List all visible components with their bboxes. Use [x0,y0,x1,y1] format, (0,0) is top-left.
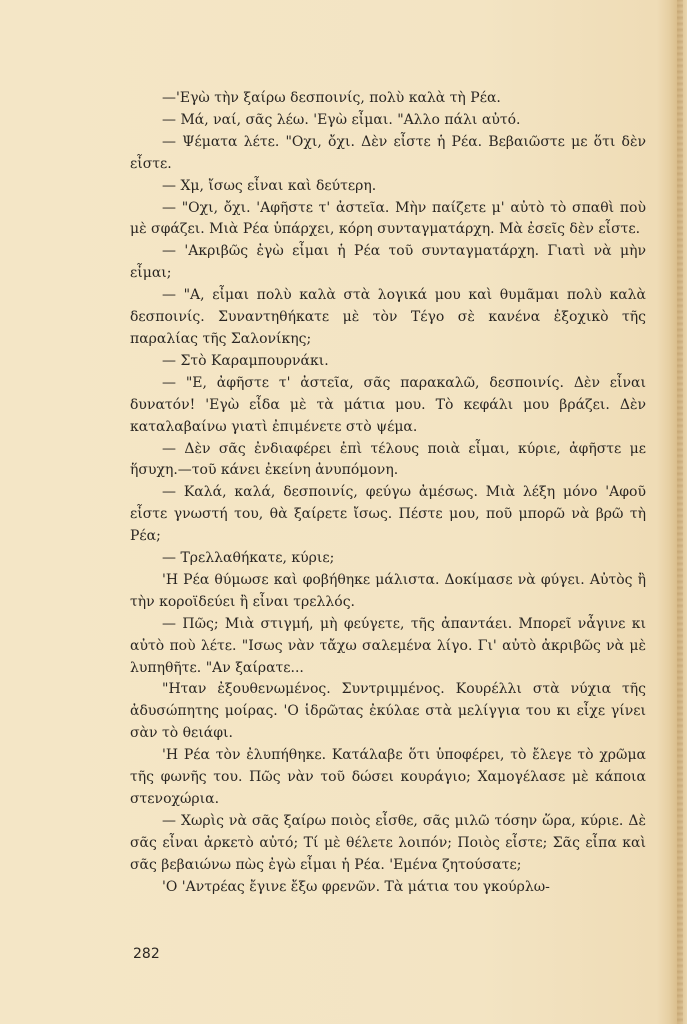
paragraph: — Δὲν σᾶς ἐνδιαφέρει ἐπὶ τέλους ποιὰ εἶμαι, κύριε, ἀφῆστε με ἥσυχη.—τοῦ κάνει ἐκείνη ἀνυπόμονη. [130,440,646,479]
paragraph: — Στὸ Καραμπουρνάκι. [162,352,329,369]
paragraph: — 'Ακριβῶς ἐγὼ εἶμαι ἡ Ρέα τοῦ συνταγματάρχη. Γιατὶ νὰ μὴν εἶμαι; [130,243,646,282]
paragraph: — Χωρὶς νὰ σᾶς ξαίρω ποιὸς εἶσθε, σᾶς μιλῶ τόσην ὥρα, κύριε. Δὲ σᾶς εἶναι ἀρκετὸ αὐτό; Τί μὲ θέλετε λοιπόν; Ποιὸς εἶστε; Σᾶς εἶπα καὶ σᾶς βεβαιώνω πὼς ἐγὼ εἶμαι ἡ Ρέα. 'Εμένα ζητούσατε; [130,812,646,873]
paragraph: "Ηταν ἐξουθενωμένος. Συντριμμένος. Κουρέλλι στὰ νύχια τῆς ἀδυσώπητης μοίρας. 'Ο ἱδρῶτας ἐκύλαε στὰ μελίγγια του κι εἶχε γίνει σὰν τὸ θειάφι. [130,681,646,742]
paragraph: — "Α, εἶμαι πολὺ καλὰ στὰ λογικά μου καὶ θυμᾶμαι πολὺ καλὰ δεσποινίς. Συναντηθήκατε μὲ τὸν Τέγο σὲ κανένα ἐξοχικὸ τῆς παραλίας τῆς Σαλονίκης; [130,287,646,347]
page-number: 282 [133,946,160,962]
paragraph: — "Ε, ἀφῆστε τ' ἀστεῖα, σᾶς παρακαλῶ, δεσποινίς. Δὲν εἶναι δυνατόν! 'Εγὼ εἶδα μὲ τὰ μάτια μου. Τὸ κεφάλι μου βράζει. Δὲν καταλαβαίνω γιατὶ ἐπιμένετε στὸ ψέμα. [130,374,646,435]
body-text [130,88,646,899]
paragraph: 'Ο 'Αντρέας ἔγινε ἔξω φρενῶν. Τὰ μάτια του γκούρλω- [162,878,550,895]
page-edge-binding [657,0,687,1024]
paragraph: — Ψέματα λέτε. "Οχι, ὄχι. Δὲν εἶστε ἡ Ρέα. Βεβαιῶστε με ὅτι δὲν εἶστε. [130,133,646,172]
paragraph: — Μά, ναί, σᾶς λέω. 'Εγὼ εἶμαι. "Αλλο πάλι αὐτό. [162,111,521,128]
paragraph: — "Οχι, ὄχι. 'Αφῆστε τ' ἀστεῖα. Μὴν παίζετε μ' αὐτὸ τὸ σπαθὶ ποὺ μὲ σφάζει. Μιὰ Ρέα ὑπάρχει, κόρη συνταγματάρχη. Μὰ ἐσεῖς δὲν εἶστε. [130,199,646,238]
paragraph: 'Η Ρέα τὸν ἐλυπήθηκε. Κατάλαβε ὅτι ὑποφέρει, τὸ ἔλεγε τὸ χρῶμα τῆς φωνῆς του. Πῶς νὰν τοῦ δώσει κουράγιο; Χαμογέλασε μὲ κάποια στενοχώρια. [130,747,646,807]
paragraph: 'Η Ρέα θύμωσε καὶ φοβήθηκε μάλιστα. Δοκίμασε νὰ φύγει. Αὐτὸς ἢ τὴν κοροϊδεύει ἢ εἶναι τρελλός. [130,571,646,610]
paragraph: — Καλά, καλά, δεσποινίς, φεύγω ἀμέσως. Μιὰ λέξη μόνο 'Αφοῦ εἶστε γνωστή του, θὰ ξαίρετε ἴσως. Πέστε μου, ποῦ μπορῶ νὰ βρῶ τὴ Ρέα; [130,484,646,545]
paragraph: — Πῶς; Μιὰ στιγμή, μὴ φεύγετε, τῆς ἀπαντάει. Μπορεῖ νἆγινε κι αὐτὸ ποὺ λέτε. "Ισως νὰν τἄχω σαλεμένα λίγο. Γι' αὐτὸ ἀκριβῶς νὰ μὲ λυπηθῆτε. "Αν ξαίρατε... [130,615,646,676]
paragraph: — Χμ, ἴσως εἶναι καὶ δεύτερη. [162,177,377,194]
paragraph: — Τρελλαθήκατε, κύριε; [162,550,335,567]
paragraph: —'Εγὼ τὴν ξαίρω δεσποινίς, πολὺ καλὰ τὴ Ρέα. [162,90,501,106]
